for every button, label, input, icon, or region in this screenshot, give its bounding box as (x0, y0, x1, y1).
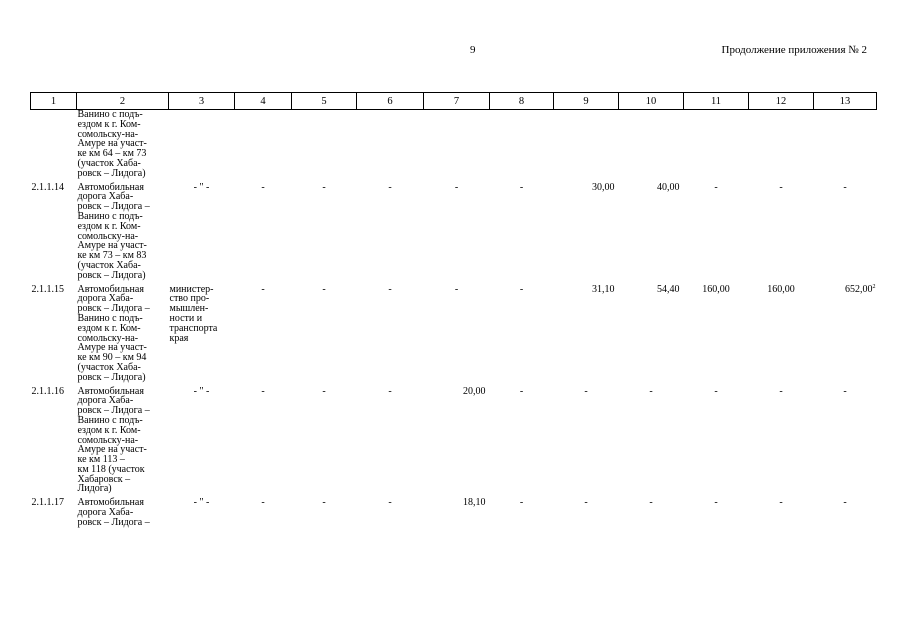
footnote-mark: 2 (872, 283, 876, 290)
col-header-5: 5 (292, 93, 357, 110)
cell-col8: - (519, 283, 524, 295)
row-code: 2.1.1.17 (31, 497, 64, 509)
col-header-8: 8 (490, 93, 554, 110)
cell-col12: - (779, 385, 783, 397)
cell-col4: - (261, 181, 265, 193)
table-row (31, 285, 877, 387)
cell-col5: - (322, 385, 326, 397)
cell-col7: 18,10 (463, 497, 486, 509)
cell-col13-value: 652,00 (845, 283, 873, 295)
cell-col13: - (843, 181, 847, 193)
cell-col9: - (584, 497, 588, 509)
col-header-13: 13 (814, 93, 877, 110)
table-row (31, 387, 877, 499)
col-header-9: 9 (554, 93, 619, 110)
cell-col10: 40,00 (657, 181, 680, 193)
row-code: 2.1.1.16 (31, 385, 64, 397)
row-name: Автомобильная дорога Хаба- ровск – Лидога – Ванино с подъ- ездом к г. Ком- сомольску-на- Амуре на участ- ке км 90 – км 94 (участок Хаба- ровск – Лидога) (77, 283, 150, 383)
cell-col11: 160,00 (702, 283, 730, 295)
row-executor: - " - (193, 497, 210, 509)
cell-col13: - (843, 497, 847, 509)
cell-col11: - (714, 181, 718, 193)
table-row (31, 183, 877, 285)
table-row-fragment (31, 110, 877, 183)
cell-col6: - (388, 497, 392, 509)
cell-col12: - (779, 181, 783, 193)
cell-col10: - (649, 385, 653, 397)
row-name: Автомобильная дорога Хаба- ровск – Лидога – (77, 497, 150, 528)
row-code: 2.1.1.14 (31, 181, 64, 193)
cell-col10: 54,40 (657, 283, 680, 295)
table-row (31, 498, 877, 531)
row-name: Автомобильная дорога Хаба- ровск – Лидога – Ванино с подъ- ездом к г. Ком- сомольску-на- Амуре на участ- ке км 113 – км 118 (участок Хабаровск – Лидога) (77, 385, 150, 495)
row-code: 2.1.1.15 (31, 283, 64, 295)
cell-col5: - (322, 283, 326, 295)
cell-col5: - (322, 497, 326, 509)
cell-col11: - (714, 385, 718, 397)
fragment-name: Ванино с подъ- ездом к г. Ком- сомольску-на- Амуре на участ- ке км 64 – км 73 (участок Хаба- ровск – Лидога) (77, 109, 147, 179)
row-executor: - " - (193, 385, 210, 397)
cell-col12: 160,00 (767, 283, 795, 295)
program-table (30, 92, 877, 532)
cell-col6: - (388, 181, 392, 193)
col-header-3: 3 (169, 93, 235, 110)
cell-col12: - (779, 497, 783, 509)
row-executor: - " - (193, 181, 210, 193)
row-executor: министер- ство про- мышлен- ности и транспорта края (169, 283, 218, 344)
cell-col7: - (454, 283, 459, 295)
row-name: Автомобильная дорога Хаба- ровск – Лидога – Ванино с подъ- ездом к г. Ком- сомольску-на- Амуре на участ- ке км 73 – км 83 (участок Хаба- ровск – Лидога) (77, 181, 150, 281)
cell-col5: - (322, 181, 326, 193)
continuation-label: Продолжение приложения № 2 (721, 44, 867, 56)
cell-col9: 30,00 (592, 181, 615, 193)
page-number: 9 (470, 44, 476, 56)
cell-col8: - (519, 181, 524, 193)
cell-col4: - (261, 385, 265, 397)
col-header-11: 11 (684, 93, 749, 110)
col-header-10: 10 (619, 93, 684, 110)
cell-col8: - (519, 385, 524, 397)
cell-col13: - (843, 385, 847, 397)
cell-col4: - (261, 283, 265, 295)
cell-col10: - (649, 497, 653, 509)
cell-col9: 31,10 (592, 283, 615, 295)
cell-col11: - (714, 497, 718, 509)
col-header-2: 2 (77, 93, 169, 110)
cell-col9: - (584, 385, 588, 397)
col-header-4: 4 (235, 93, 292, 110)
cell-col6: - (388, 385, 392, 397)
cell-col4: - (261, 497, 265, 509)
col-header-7: 7 (424, 93, 490, 110)
col-header-1: 1 (31, 93, 77, 110)
col-header-12: 12 (749, 93, 814, 110)
cell-col13 (814, 285, 877, 387)
column-number-row (31, 93, 877, 110)
cell-col7: 20,00 (463, 385, 486, 397)
cell-col8: - (519, 497, 524, 509)
col-header-6: 6 (357, 93, 424, 110)
cell-col6: - (388, 283, 392, 295)
cell-col7: - (454, 181, 459, 193)
